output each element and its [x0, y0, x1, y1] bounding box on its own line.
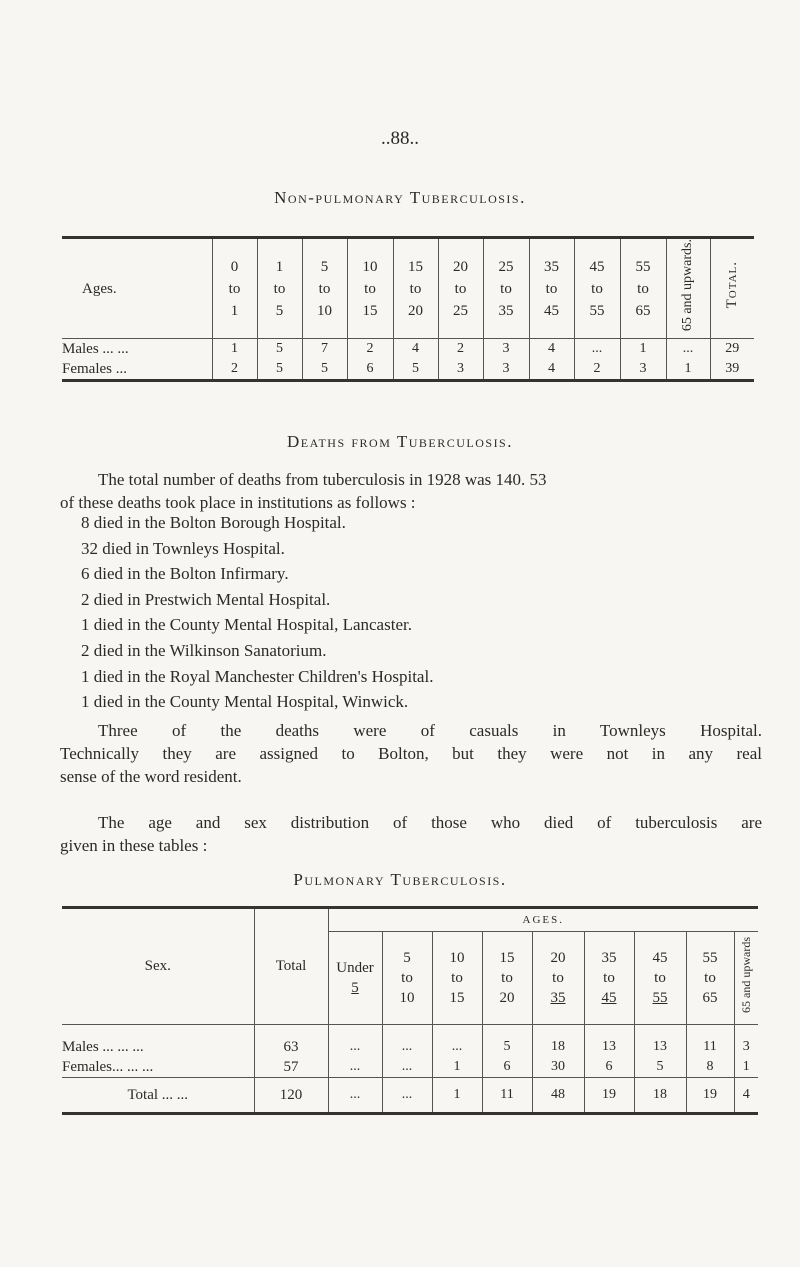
non-pulmonary-title: Non-pulmonary Tuberculosis. [274, 188, 526, 207]
age-col-header: 10 to 15 [347, 238, 393, 339]
list-item: 2 died in Prestwich Mental Hospital. [81, 589, 331, 609]
pulmonary-table [62, 906, 758, 1115]
age-col-header: 35 to 45 [529, 238, 574, 339]
age-col-header: 55 to 65 [620, 238, 666, 339]
age-col-header: 1 to 5 [257, 238, 302, 339]
age-65-header: 65 and upwards. [666, 238, 710, 339]
page-number: ..88.. [381, 128, 419, 149]
casuals-line-3: sense of the word resident. [60, 767, 242, 786]
age-col-header: 5 to 10 [302, 238, 347, 339]
deaths-title: Deaths from Tuberculosis. [287, 432, 513, 451]
institution-list [81, 510, 433, 715]
total-row: Total ... ... 120 ... ... 1 11 48 19 18 19 4 [62, 1078, 758, 1114]
list-item: 1 died in the Royal Manchester Children's Hospital. [81, 666, 434, 686]
ages-header: Ages. [62, 238, 212, 339]
age-col-header: 20 to 25 [438, 238, 483, 339]
deaths-intro-line-2: of these deaths took place in institutions as follows : [60, 493, 416, 512]
distribution-line-2: given in these tables : [60, 836, 208, 855]
age-col-header: 25 to 35 [483, 238, 529, 339]
age-col-header: 35 to 45 [584, 932, 634, 1025]
age-col-header: 55 to 65 [686, 932, 734, 1025]
age-col-header: 20 to 35 [532, 932, 584, 1025]
age-col-header: 45 to 55 [574, 238, 620, 339]
casuals-line-1: Three of the deaths were of casuals in Townleys Hospital. [98, 721, 762, 740]
list-item: 8 died in the Bolton Borough Hospital. [81, 513, 346, 532]
distribution-line-1: The age and sex distribution of those who died of tuberculosis are [98, 813, 762, 832]
females-row: Females... ... ... 57 ... ... 1 6 30 6 5 8 1 [62, 1057, 758, 1078]
list-item: 1 died in the County Mental Hospital, Winwick. [81, 692, 409, 712]
pulmonary-title: Pulmonary Tuberculosis. [293, 870, 507, 889]
casuals-line-2: Technically they are assigned to Bolton, but they were not in any real [60, 744, 762, 763]
non-pulmonary-table [62, 236, 754, 382]
list-item: 1 died in the County Mental Hospital, Lancaster. [81, 615, 412, 635]
age-col-header: 45 to 55 [634, 932, 686, 1025]
males-row: Males ... ... ... 63 ... ... ... 5 18 13 13 11 3 [62, 1025, 758, 1058]
list-item: 32 died in Townleys Hospital. [81, 538, 285, 558]
age-col-header: 15 to 20 [482, 932, 532, 1025]
age-col-header: 0 to 1 [212, 238, 257, 339]
age-col-header: 10 to 15 [432, 932, 482, 1025]
age-col-header: 15 to 20 [393, 238, 438, 339]
sex-header: Sex. [62, 908, 254, 1025]
list-item: 2 died in the Wilkinson Sanatorium. [81, 640, 327, 660]
list-item: 6 died in the Bolton Infirmary. [81, 564, 289, 584]
total-header: Total. [724, 261, 741, 309]
ages-header: AGES. [328, 908, 758, 932]
age-under-5-header: Under 5 [328, 932, 382, 1025]
males-row: Males ... ... 1 5 7 2 4 2 3 4 ... 1 ... 29 [62, 339, 754, 360]
age-col-header: 5 to 10 [382, 932, 432, 1025]
deaths-intro-line-1: The total number of deaths from tuberculosis in 1928 was 140. 53 [98, 470, 547, 489]
age-65-header: 65 and upwards [739, 937, 754, 1013]
females-row: Females ... 2 5 5 6 5 3 3 4 2 3 1 39 [62, 359, 754, 381]
total-header: Total [254, 908, 328, 1025]
